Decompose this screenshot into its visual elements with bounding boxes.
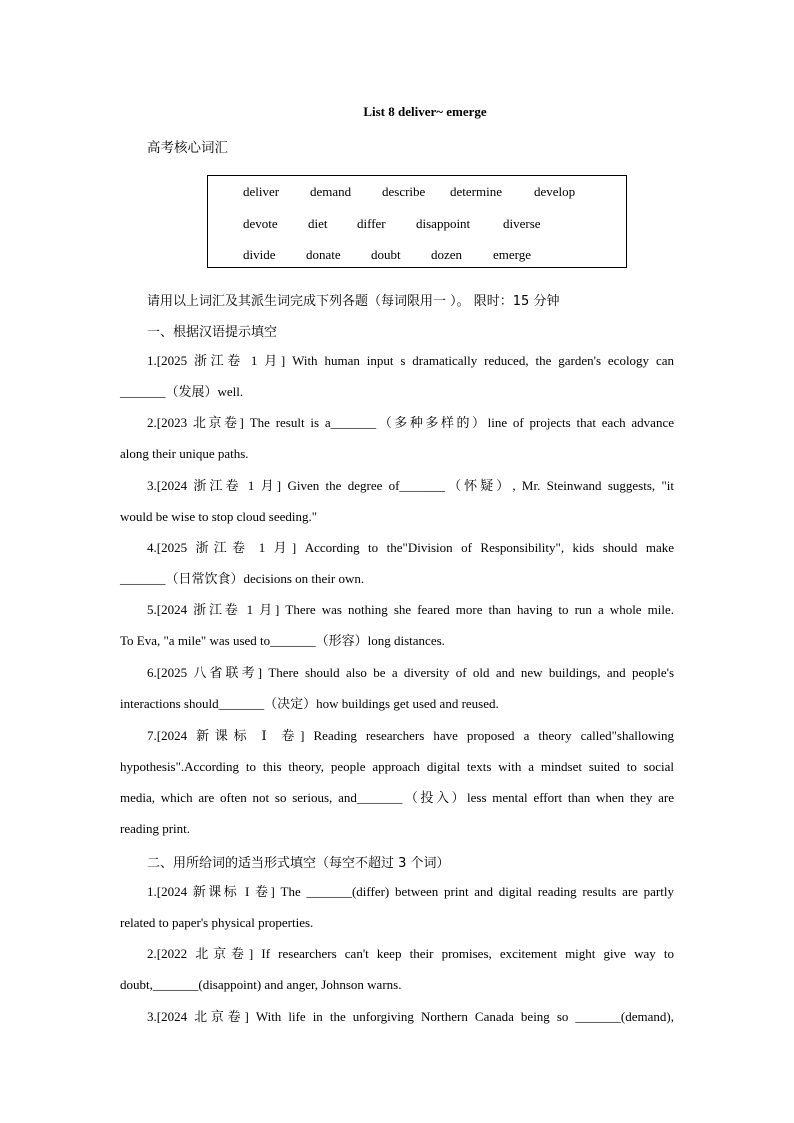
- section-2-title: 二、用所给词的适当形式填空（每空不超过 3 个词）: [147, 856, 450, 871]
- section-heading-core-vocabulary: 高考核心词汇: [147, 140, 228, 156]
- vocab-word: describe: [382, 184, 426, 199]
- vocab-word: diet: [308, 216, 328, 231]
- question-line: 5.[2024 浙江卷 1 月] There was nothing she feared more than having to run a whole mile.: [147, 602, 674, 617]
- question-line: 7.[2024 新课标 Ⅰ 卷] Reading researchers have proposed a theory called"shallowing: [147, 728, 674, 743]
- vocab-word: determine: [450, 184, 502, 199]
- question-line: related to paper's physical properties.: [120, 915, 314, 930]
- question-line: interactions should_______（决定）how buildings get used and reused.: [120, 696, 499, 711]
- vocab-word: deliver: [243, 184, 280, 199]
- vocab-word: devote: [243, 216, 278, 231]
- question-line: doubt,_______(disappoint) and anger, Johnson warns.: [120, 977, 402, 992]
- vocab-word: disappoint: [416, 216, 471, 231]
- question-line: 3.[2024 浙江卷 1 月] Given the degree of_______（怀疑）, Mr. Steinwand suggests, "it: [147, 478, 674, 493]
- page-title: List 8 deliver~ emerge: [363, 104, 487, 119]
- question-line: 1.[2024 新课标 I 卷] The _______(differ) between print and digital reading results are partly: [147, 884, 674, 899]
- vocab-word: divide: [243, 247, 276, 262]
- vocab-word: develop: [534, 184, 576, 199]
- section-1-title: 一、根据汉语提示填空: [147, 325, 278, 340]
- question-line: 2.[2023 北京卷] The result is a_______（多种多样的）line of projects that each advance: [147, 415, 674, 430]
- question-line: along their unique paths.: [120, 446, 249, 461]
- instruction-text: 请用以上词汇及其派生词完成下列各题（每词限用一 ）。 限时：15 分钟: [147, 294, 560, 309]
- vocab-word: dozen: [431, 247, 463, 262]
- question-line: 2.[2022 北京卷] If researchers can't keep their promises, excitement might give way to: [147, 946, 674, 961]
- question-line: To Eva, "a mile" was used to_______（形容）long distances.: [120, 633, 445, 648]
- vocab-word: doubt: [371, 247, 401, 262]
- question-line: media, which are often not so serious, and_______（投入）less mental effort than when they are: [120, 790, 674, 805]
- vocab-word: emerge: [493, 247, 532, 262]
- question-line: _______（发展）well.: [120, 384, 244, 399]
- vocab-word: differ: [357, 216, 386, 231]
- vocab-word: diverse: [503, 216, 541, 231]
- question-line: 6.[2025 八省联考] There should also be a diversity of old and new buildings, and people's: [147, 665, 674, 680]
- vocabulary-box: [207, 175, 627, 268]
- vocab-word: donate: [306, 247, 341, 262]
- question-line: 4.[2025 浙江卷 1 月] According to the"Division of Responsibility", kids should make: [147, 540, 674, 555]
- question-line: would be wise to stop cloud seeding.": [120, 509, 318, 524]
- question-line: 1.[2025 浙江卷 1 月] With human input s dramatically reduced, the garden's ecology can: [147, 353, 674, 368]
- question-line: hypothesis".According to this theory, people approach digital texts with a mindset suited to social: [120, 759, 674, 774]
- question-line: reading print.: [120, 821, 191, 836]
- vocab-word: demand: [310, 184, 352, 199]
- question-line: _______（日常饮食）decisions on their own.: [120, 571, 365, 586]
- question-line: 3.[2024 北京卷] With life in the unforgiving Northern Canada being so _______(demand),: [147, 1009, 674, 1024]
